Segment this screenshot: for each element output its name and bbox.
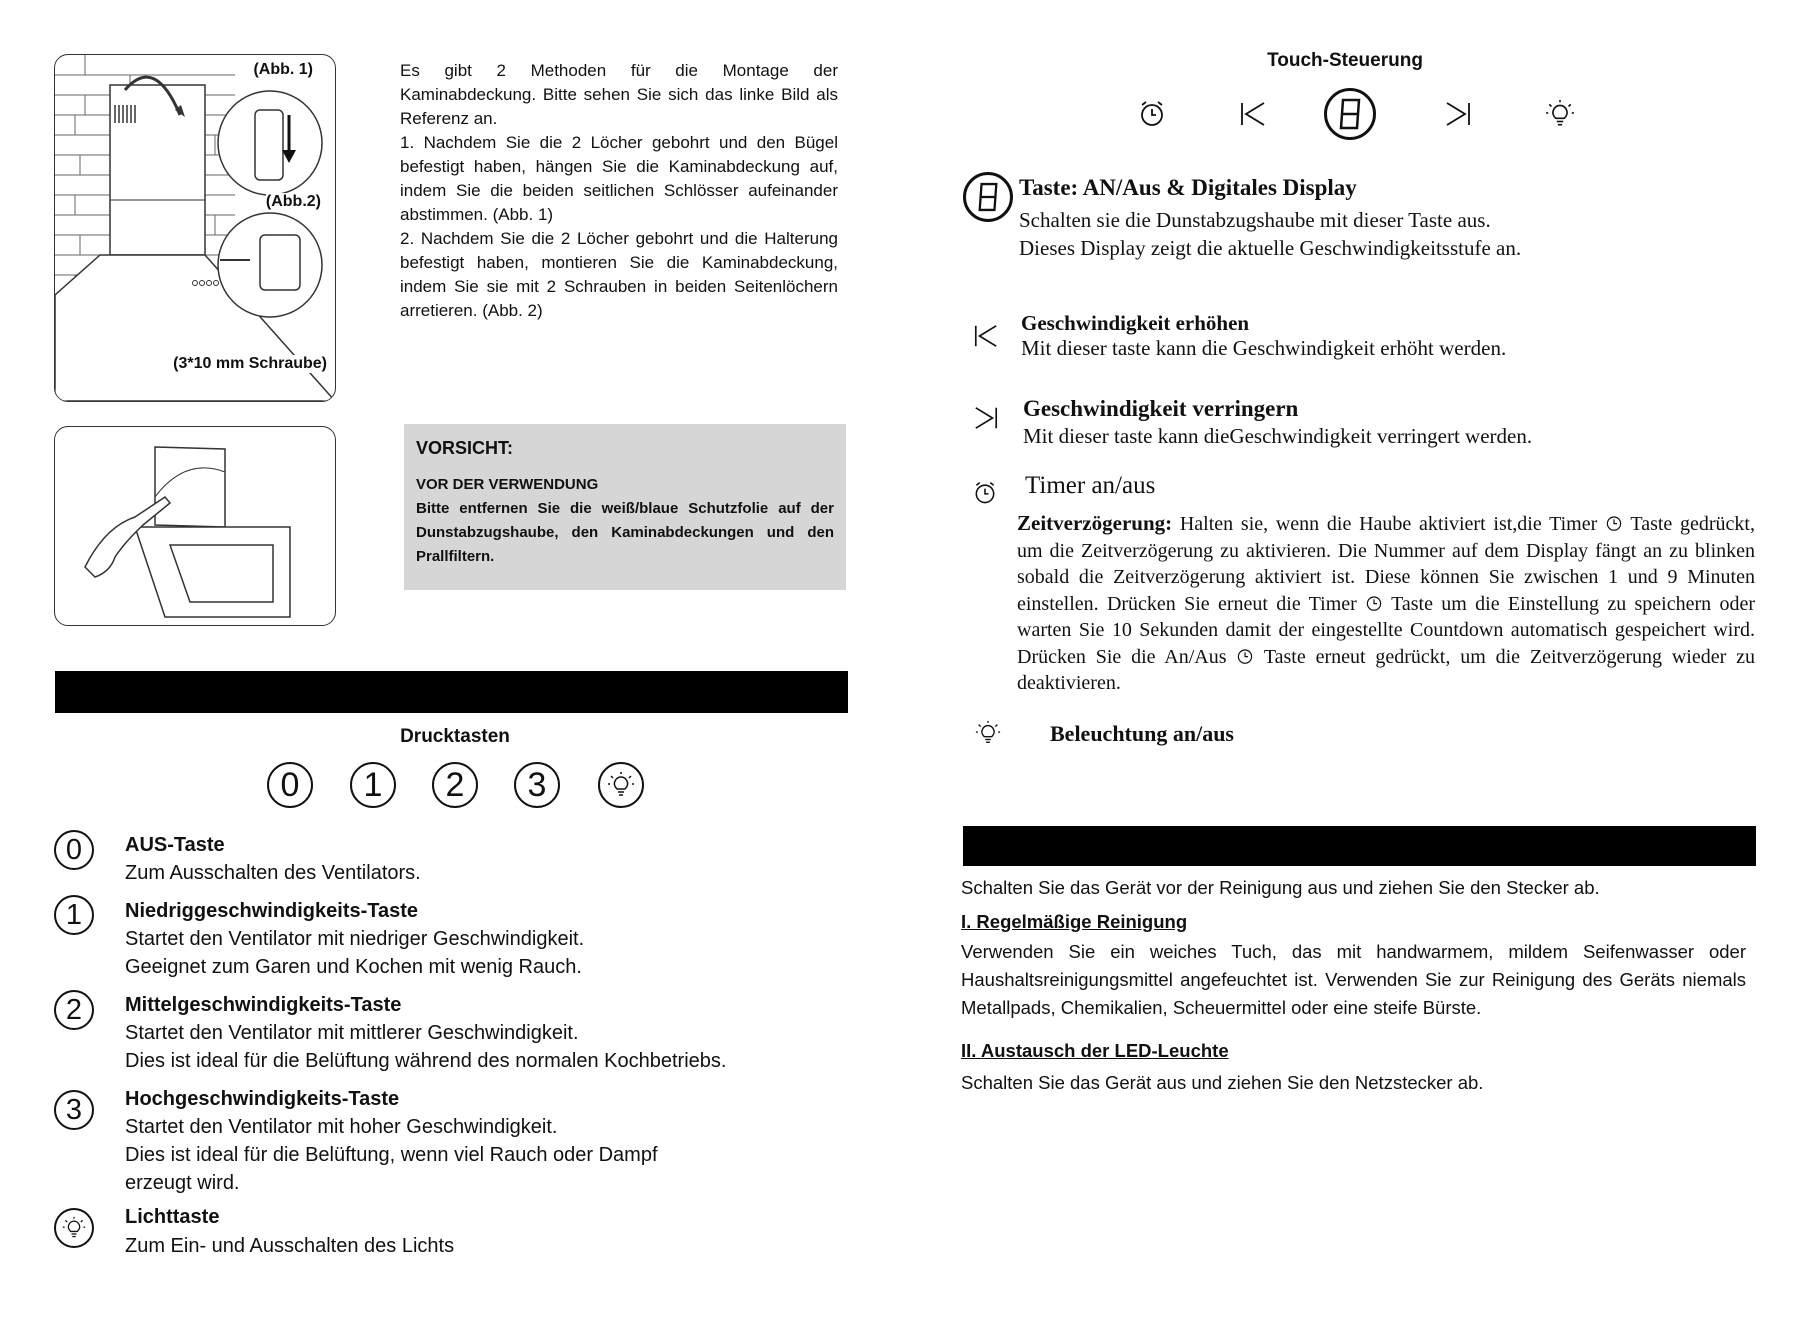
mounting-instructions bbox=[400, 59, 838, 323]
bulb-icon bbox=[62, 1216, 86, 1240]
speed-down-icon bbox=[1443, 100, 1473, 128]
digit-display-icon bbox=[976, 181, 1000, 213]
high-speed-desc-1: Startet den Ventilator mit hoher Geschwindigkeit. bbox=[125, 1116, 558, 1138]
bulb-icon bbox=[607, 771, 635, 799]
off-button-desc-1: Zum Ausschalten des Ventilators. bbox=[125, 862, 421, 884]
high-speed-symbol: 3 bbox=[54, 1090, 94, 1130]
mounting-step-2: 2. Nachdem Sie die 2 Löcher gebohrt und die Halterung befestigt haben, montieren Sie die Kaminabdeckung, indem Sie sie mit 2 Schrauben in beiden Seitenlöchern arretieren. (Abb. 2) bbox=[400, 229, 838, 320]
speed-up-symbol bbox=[972, 323, 1000, 349]
medium-speed-desc-2: Dies ist ideal für die Belüftung während des normalen Kochbetriebs. bbox=[125, 1050, 727, 1072]
medium-speed-symbol: 2 bbox=[54, 990, 94, 1030]
film-removal-illustration bbox=[55, 427, 335, 625]
timer-description bbox=[1017, 510, 1755, 697]
medium-speed-desc-1: Startet den Ventilator mit mittlerer Geschwindigkeit. bbox=[125, 1022, 579, 1044]
power-display-symbol bbox=[963, 172, 1013, 222]
low-speed-desc-1: Startet den Ventilator mit niedriger Geschwindigkeit. bbox=[125, 928, 585, 950]
section-bar-left bbox=[55, 671, 848, 713]
high-speed-desc-2: Dies ist ideal für die Belüftung, wenn viel Rauch oder Dampf bbox=[125, 1144, 658, 1166]
light-title: Beleuchtung an/aus bbox=[1050, 721, 1234, 746]
regular-cleaning-body bbox=[961, 938, 1746, 1022]
regular-cleaning-title: I. Regelmäßige Reinigung bbox=[961, 911, 1188, 932]
care-intro: Schalten Sie das Gerät vor der Reinigung aus und ziehen Sie den Stecker ab. bbox=[961, 877, 1600, 898]
caution-body: Bitte entfernen Sie die weiß/blaue Schutzfolie auf der Dunstabzugshaube, den Kaminabdeckungen und den Prallfiltern. bbox=[416, 500, 834, 565]
timer-icon bbox=[1137, 99, 1167, 129]
power-title: Taste: AN/Aus & Digitales Display bbox=[1019, 175, 1357, 200]
power-desc-1: Schalten sie die Dunstabzugshaube mit dieser Taste aus. bbox=[1019, 208, 1491, 232]
timer-text-c: Taste um die Einstellung zu speichern oder warten Sie 10 Sekunden damit der eingestellte Countdown automatisch gespeichert wird. Drücken Sie die An/Aus bbox=[1017, 592, 1755, 668]
screw-label: (3*10 mm Schraube) bbox=[173, 355, 327, 372]
low-speed-title: Niedriggeschwindigkeits-Taste bbox=[125, 900, 419, 922]
caution-title: VORSICHT: bbox=[416, 438, 514, 458]
button-3-icon: 3 bbox=[514, 762, 560, 808]
timer-inline-icon bbox=[1605, 514, 1623, 532]
light-symbol bbox=[54, 1208, 94, 1248]
digit-display-icon bbox=[1337, 97, 1363, 131]
high-speed-desc-3: erzeugt wird. bbox=[125, 1172, 240, 1194]
chimney-mounting-illustration bbox=[55, 55, 335, 401]
off-button-title: AUS-Taste bbox=[125, 834, 225, 856]
led-replacement-body: Schalten Sie das Gerät aus und ziehen Sie den Netzstecker ab. bbox=[961, 1072, 1484, 1093]
section-bar-right bbox=[963, 826, 1756, 866]
power-desc-2: Dieses Display zeigt die aktuelle Geschwindigkeitsstufe an. bbox=[1019, 236, 1522, 260]
timer-text-a: Halten sie, wenn die Haube aktiviert ist,die Timer bbox=[1172, 513, 1598, 535]
caution-box bbox=[404, 424, 846, 590]
speed-down-desc: Mit dieser taste kann dieGeschwindigkeit verringert werden. bbox=[1023, 424, 1533, 448]
timer-lead: Zeitverzögerung: bbox=[1017, 511, 1173, 535]
film-removal-figure bbox=[54, 426, 336, 626]
mounting-intro: Es gibt 2 Methoden für die Montage der Kaminabdeckung. Bitte sehen Sie sich das linke Bild als Referenz an. bbox=[400, 61, 838, 128]
light-button-title: Lichttaste bbox=[125, 1206, 220, 1228]
regular-cleaning-text: Verwenden Sie ein weiches Tuch, das mit handwarmem, mildem Seifenwasser oder Haushaltsreinigungsmittel angefeuchtet ist. Verwenden Sie zur Reinigung des Geräts niemals Metallpads, Chemikalien, Scheuermittel oder eine steife Bürste. bbox=[961, 941, 1746, 1018]
button-2-icon: 2 bbox=[432, 762, 478, 808]
power-display-icon bbox=[1324, 88, 1376, 140]
touch-heading: Touch-Steuerung bbox=[1267, 50, 1423, 71]
light-button-icon bbox=[598, 762, 644, 808]
light-symbol-touch bbox=[975, 720, 1001, 746]
light-icon bbox=[1545, 99, 1575, 129]
speed-up-icon bbox=[1238, 100, 1268, 128]
timer-text-d: Taste erneut gedrückt, um die Zeitverzögerung wieder zu deaktivieren. bbox=[1017, 645, 1755, 694]
timer-text-b: Taste gedrückt, um die Zeitverzögerung zu aktivieren. Die Nummer auf dem Display fängt an zu blinken sobald die Zeitverzögerung aktiviert ist. Diese können Sie zwischen 1 und 9 Minuten einstellen. Drücken Sie erneut die Timer bbox=[1017, 513, 1755, 615]
low-speed-symbol: 1 bbox=[54, 895, 94, 935]
mounting-figure bbox=[54, 54, 336, 402]
low-speed-desc-2: Geeignet zum Garen und Kochen mit wenig Rauch. bbox=[125, 956, 582, 978]
button-0-icon: 0 bbox=[267, 762, 313, 808]
timer-symbol bbox=[972, 480, 998, 506]
timer-title: Timer an/aus bbox=[1025, 472, 1156, 499]
off-button-symbol: 0 bbox=[54, 830, 94, 870]
mounting-step-1: 1. Nachdem Sie die 2 Löcher gebohrt und den Bügel befestigt haben, hängen Sie die Kaminabdeckung auf, indem Sie die beiden seitlichen Schlösser aufeinander abstimmen. (Abb. 1) bbox=[400, 133, 838, 224]
caution-subtitle: VOR DER VERWENDUNG bbox=[416, 476, 599, 493]
button-1-icon: 1 bbox=[350, 762, 396, 808]
high-speed-title: Hochgeschwindigkeits-Taste bbox=[125, 1088, 400, 1110]
led-replacement-title: II. Austausch der LED-Leuchte bbox=[961, 1040, 1229, 1061]
fig2-label: (Abb.2) bbox=[265, 193, 321, 210]
timer-inline-icon bbox=[1365, 594, 1383, 612]
timer-inline-icon bbox=[1236, 647, 1254, 665]
speed-up-desc: Mit dieser taste kann die Geschwindigkeit erhöht werden. bbox=[1021, 336, 1507, 360]
speed-up-title: Geschwindigkeit erhöhen bbox=[1021, 311, 1250, 335]
speed-down-symbol bbox=[972, 405, 1000, 431]
push-buttons-heading: Drucktasten bbox=[400, 726, 510, 747]
speed-down-title: Geschwindigkeit verringern bbox=[1023, 396, 1299, 421]
fig1-label: (Abb. 1) bbox=[253, 61, 313, 78]
light-button-desc-1: Zum Ein- und Ausschalten des Lichts bbox=[125, 1235, 455, 1257]
medium-speed-title: Mittelgeschwindigkeits-Taste bbox=[125, 994, 402, 1016]
